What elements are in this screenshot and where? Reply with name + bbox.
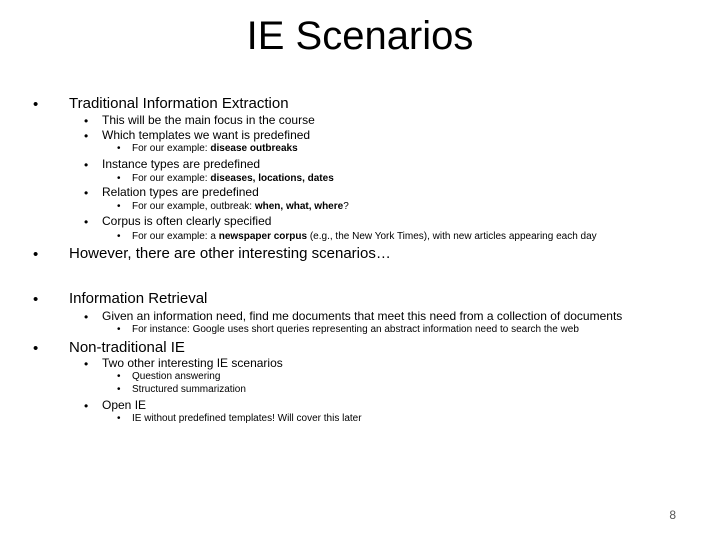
bullet-icon: • (84, 357, 89, 371)
bullet-text: For our example, outbreak: when, what, where? (132, 201, 349, 212)
bullet-icon: • (33, 246, 39, 263)
bullet-text: Given an information need, find me documents that meet this need from a collection of documents (102, 309, 623, 323)
bullet-icon: • (84, 129, 89, 143)
bullet-text: Two other interesting IE scenarios (102, 356, 283, 370)
bullet-text: Instance types are predefined (102, 157, 261, 171)
bullet-icon: • (117, 143, 121, 154)
bullet-text: Traditional Information Extraction (69, 95, 289, 112)
bullet-text: For our example: diseases, locations, dates (132, 173, 334, 184)
bullet-icon: • (84, 310, 89, 324)
bullet-text: However, there are other interesting scenarios… (69, 245, 391, 262)
bullet-icon: • (117, 231, 121, 242)
bullet-icon: • (33, 291, 39, 308)
bullet-text: Relation types are predefined (102, 185, 259, 199)
bullet-icon: • (84, 215, 89, 229)
bullet-text: For our example: disease outbreaks (132, 143, 298, 154)
bullet-text: IE without predefined templates! Will cover this later (132, 413, 362, 424)
bullet-icon: • (84, 186, 89, 200)
bullet-icon: • (117, 413, 121, 424)
bullet-icon: • (117, 384, 121, 395)
bullet-text: Open IE (102, 398, 147, 412)
bullet-text: For instance: Google uses short queries representing an abstract information need to search the web (132, 324, 579, 335)
bullet-icon: • (117, 324, 121, 335)
bullet-icon: • (33, 96, 39, 113)
page-number: 8 (669, 508, 676, 522)
bullet-icon: • (84, 399, 89, 413)
slide-title: IE Scenarios (246, 14, 474, 58)
bullet-text: Structured summarization (132, 384, 246, 395)
bullet-icon: • (117, 173, 121, 184)
bullet-text: Non-traditional IE (69, 339, 185, 356)
bullet-icon: • (84, 158, 89, 172)
bullet-text: Question answering (132, 371, 221, 382)
bullet-text: For our example: a newspaper corpus (e.g., the New York Times), with new articles appearing each day (132, 231, 597, 242)
bullet-text: Information Retrieval (69, 290, 208, 307)
bullet-text: This will be the main focus in the course (102, 113, 315, 127)
bullet-icon: • (117, 371, 121, 382)
bullet-text: Corpus is often clearly specified (102, 214, 272, 228)
bullet-icon: • (33, 340, 39, 357)
bullet-icon: • (117, 201, 121, 212)
bullet-icon: • (84, 114, 89, 128)
bullet-text: Which templates we want is predefined (102, 128, 311, 142)
